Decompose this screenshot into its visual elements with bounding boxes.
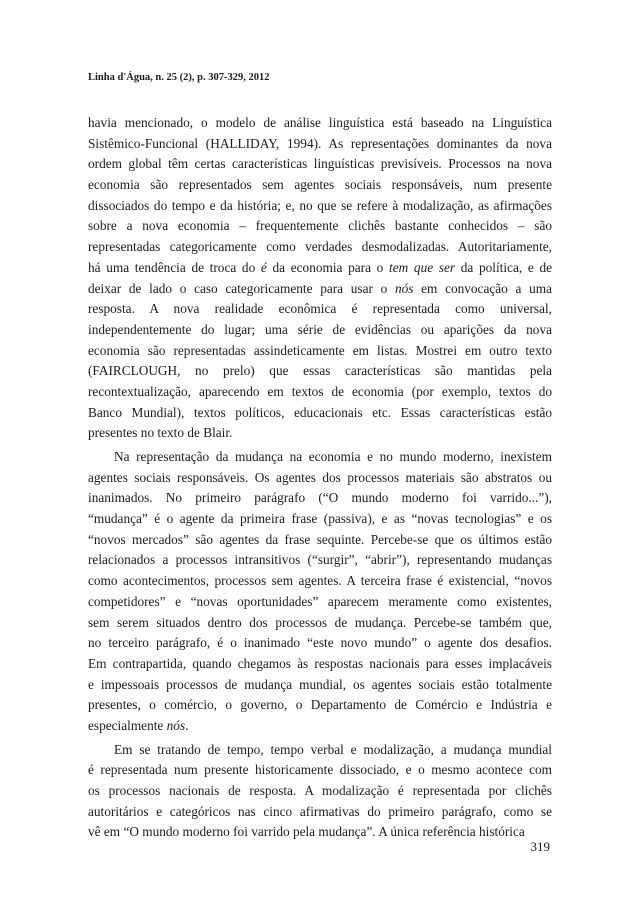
text-line [88, 175, 552, 196]
text-line [88, 134, 552, 155]
text-line [88, 675, 552, 696]
text-line [88, 802, 552, 823]
text-segment: Sistêmico-Funcional (HALLIDAY, 1994). As representações dominantes da nova [88, 135, 552, 151]
text-segment: Em se tratando de tempo, tempo verbal e modalização, a mudança mundial [114, 741, 552, 757]
text-segment: economia são representadas assindeticamente em listas. Mostrei em outro texto [88, 342, 552, 358]
text-line [88, 740, 552, 761]
text-segment: resposta. A nova realidade econômica é representada como universal, [88, 301, 552, 317]
text-segment: no terceiro parágrafo, é o inanimado “este novo mundo” o agente dos desafios. [88, 635, 552, 651]
italic-text: é [260, 259, 267, 275]
text-line [88, 509, 552, 530]
text-segment: ordem global têm certas características linguísticas previsíveis. Processos na nova [88, 156, 552, 172]
text-segment: Na representação da mudança na economia e no mundo moderno, inexistem [114, 449, 552, 464]
text-segment: dissociados do tempo e da história; e, no que se refere à modalização, as afirmações [88, 197, 552, 213]
italic-text: nós [166, 717, 186, 733]
text-segment: os processos nacionais de resposta. A modalização é representada por clichês [88, 783, 552, 798]
text-segment: da economia para o [266, 259, 390, 275]
text-segment: especialmente [88, 717, 167, 733]
text-line [88, 781, 552, 802]
text-line [88, 361, 552, 382]
text-line [88, 382, 552, 403]
text-line [88, 633, 552, 654]
text-segment: presentes no texto de Blair. [88, 425, 233, 441]
text-segment: havia mencionado, o modelo de análise linguística está baseado na Linguística [88, 115, 552, 130]
text-segment: deixar de lado o caso categoricamente para usar o [88, 280, 395, 296]
text-line [88, 237, 552, 258]
text-segment: “novos mercados” são agentes da frase sequinte. Percebe-se que os últimos estão [88, 531, 552, 547]
text-line [88, 299, 552, 320]
text-line [88, 258, 552, 279]
text-segment: economia são representados sem agentes sociais responsáveis, num presente [88, 177, 552, 193]
text-line [88, 760, 552, 781]
text-line [88, 447, 552, 468]
text-segment: em convocação a uma [413, 280, 552, 296]
text-line [88, 113, 552, 134]
text-segment: sem serem situados dentro dos processos de mudança. Percebe-se também que, [88, 614, 552, 630]
text-line [88, 550, 552, 571]
text-segment: (FAIRCLOUGH, no prelo) que essas características são mantidas pela [88, 363, 552, 379]
text-segment: é representada num presente historicamente dissociado, e o mesmo acontece com [88, 762, 552, 778]
text-line [88, 403, 552, 424]
text-line [88, 571, 552, 592]
text-line [88, 695, 552, 716]
text-line [88, 716, 552, 737]
text-line [88, 279, 552, 300]
page-number: 319 [530, 839, 550, 854]
text-line [88, 341, 552, 362]
text-segment: e impessoais processos de mudança mundial, os agentes sociais estão totalmente [88, 676, 552, 692]
text-line [88, 320, 552, 341]
text-line [88, 822, 552, 843]
text-segment: presentes, o comércio, o governo, o Departamento de Comércio e Indústria e [88, 697, 552, 713]
italic-text: nós [394, 280, 414, 296]
text-segment: Banco Mundial), textos políticos, educacionais etc. Essas características estão [88, 404, 552, 420]
text-segment: inanimados. No primeiro parágrafo (“O mundo moderno foi varrido...”), [88, 490, 552, 506]
text-segment: Em contrapartida, quando chegamos às respostas nacionais para esses implacáveis [88, 655, 552, 671]
text-segment: vê em “O mundo moderno foi varrido pela mudança”. A única referência histórica [88, 824, 525, 840]
text-line [88, 530, 552, 551]
text-segment: relacionados a processos intransitivos (“surgir”, “abrir”), representando mudanças [88, 552, 552, 568]
italic-text: tem que ser [389, 259, 456, 275]
text-segment: há uma tendência de troca do [88, 259, 261, 275]
text-segment: agentes sociais responsáveis. Os agentes dos processos materiais são abstratos ou [88, 469, 552, 485]
text-segment: competidores” e “novas oportunidades” aparecem meramente como existentes, [88, 593, 552, 609]
text-line [88, 196, 552, 217]
text-line [88, 154, 552, 175]
text-line [88, 423, 552, 444]
text-segment: da política, e de [455, 259, 552, 275]
text-segment: sobre a nova economia – frequentemente clichês bastante conhecidos – são [88, 218, 552, 234]
text-segment: como acontecimentos, processos sem agentes. A terceira frase é existencial, “novos [88, 573, 552, 589]
text-line [88, 468, 552, 489]
text-segment: “mudança” é o agente da primeira frase (passiva), e as “novas tecnologias” e os [88, 511, 552, 527]
text-line [88, 613, 552, 634]
text-segment: representadas categoricamente como verdades desmodalizadas. Autoritariamente, [88, 239, 552, 255]
text-line [88, 216, 552, 237]
journal-header: Linha d'Água, n. 25 (2), p. 307-329, 2012 [88, 72, 270, 83]
text-segment: . [185, 717, 189, 733]
article-body [88, 113, 552, 843]
text-line [88, 488, 552, 509]
text-line [88, 654, 552, 675]
text-line [88, 592, 552, 613]
text-segment: independentemente do lugar; uma série de evidências ou aparições da nova [88, 321, 552, 337]
text-segment: autoritários e categóricos nas cinco afirmativas do primeiro parágrafo, como se [88, 803, 552, 819]
text-segment: recontextualização, aparecendo em textos de economia (por exemplo, textos do [88, 383, 552, 399]
